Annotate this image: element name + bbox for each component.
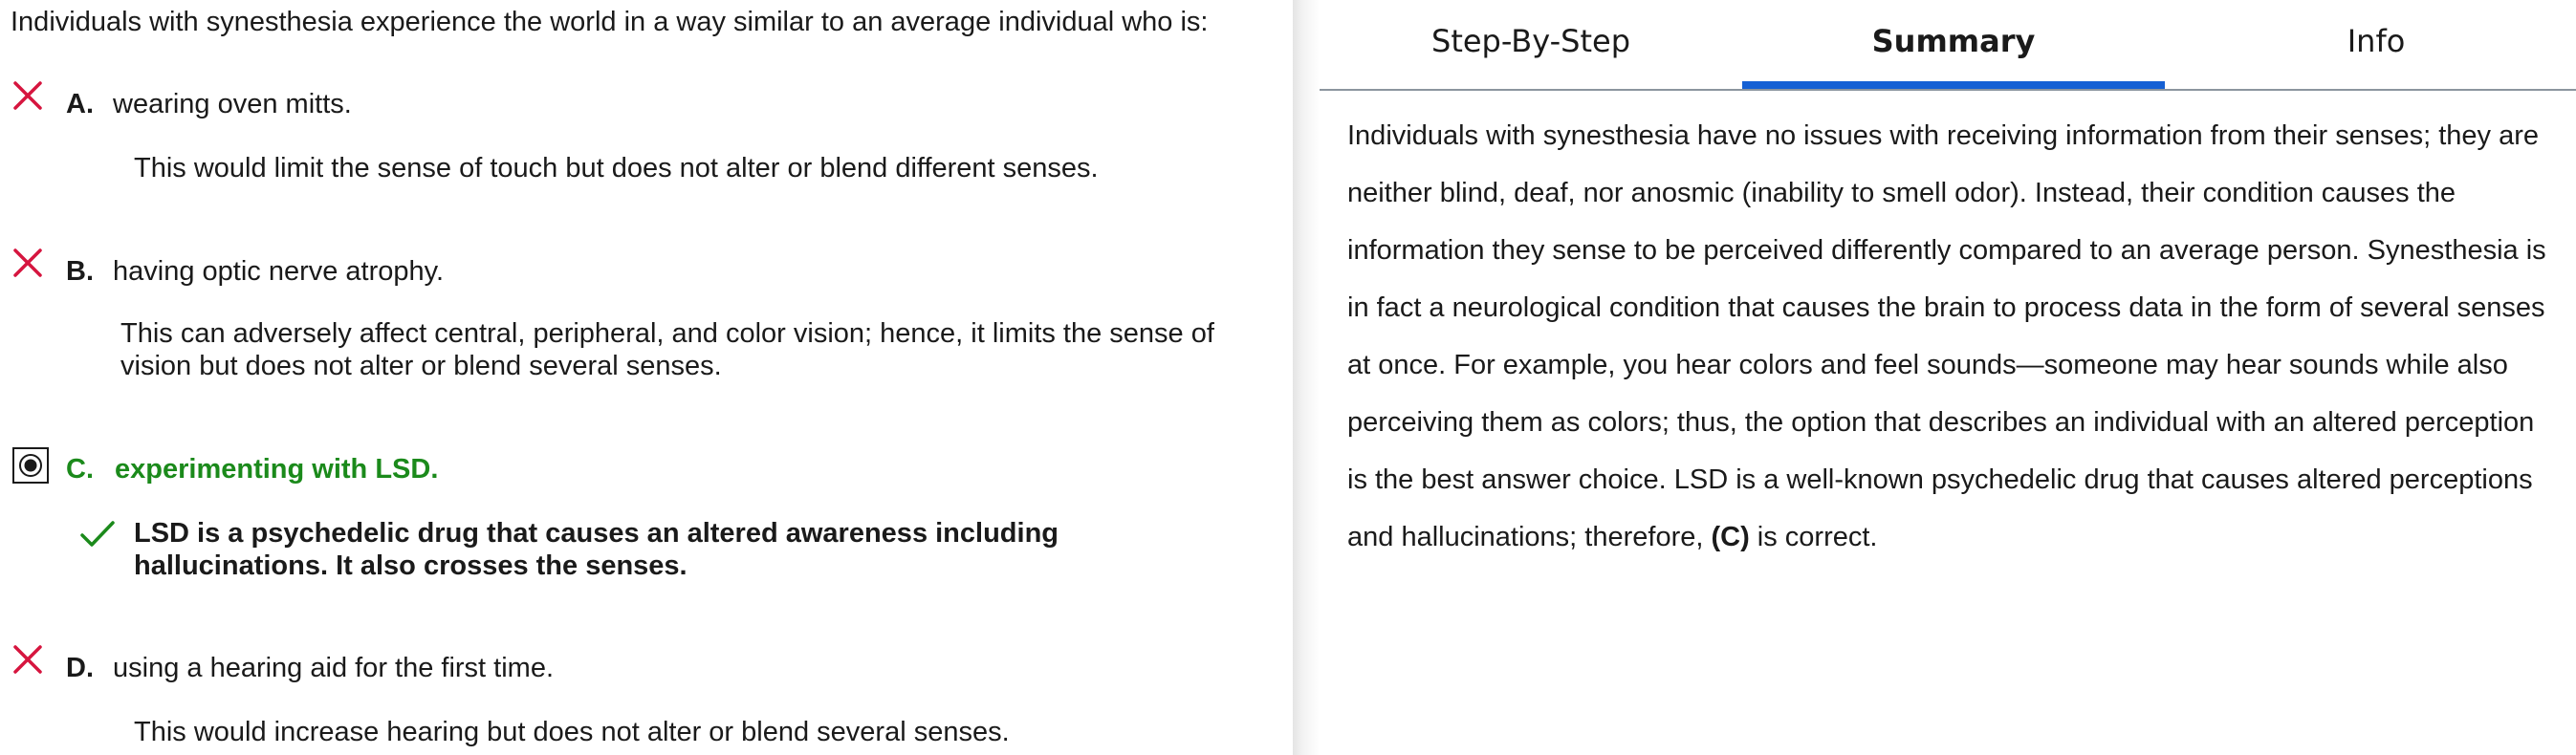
summary-text-body: Individuals with synesthesia have no issues with receiving information from their senses; they are neither blind, deaf, nor anosmic (inability to smell odor). Instead, their condition causes the information they sense to be perceived differently compared to an average person. Synesthesia is in fact a neurological condition that causes the brain to process data in the form of several senses at once. For example, you hear colors and feel sounds—someone may hear sounds while also perceiving them as colors; thus, the option that describes an individual with an altered perception is the best answer choice. LSD is a well-known psychedelic drug that causes altered perceptions and hallucinations; therefore, [1347,120,2546,552]
explanation-line: LSD is a psychedelic drug that causes an altered awareness including [134,518,1059,549]
choice-letter: C. [66,454,94,485]
x-icon [11,643,44,676]
summary-text-end: is correct. [1749,522,1878,552]
panel-divider [1293,0,1320,755]
radio-selected-icon [11,446,50,485]
explanation-line: This would limit the sense of touch but does not alter or blend different senses. [134,153,1099,183]
summary-text [1347,107,2554,566]
choice-c[interactable] [0,442,1281,585]
choice-explanation [134,152,1099,184]
tab-summary[interactable]: Summary [1871,23,2036,59]
choice-text: wearing oven mitts. [113,89,352,119]
answer-reference: (C) [1711,522,1750,552]
choice-letter: D. [66,653,94,683]
choice-a[interactable] [0,76,1281,191]
x-icon [11,247,44,279]
choice-text: using a hearing aid for the first time. [113,653,555,683]
choice-explanation [120,317,1214,382]
active-tab-indicator [1742,81,2165,89]
choice-letter: B. [66,256,94,287]
explanation-line: vision but does not alter or blend several senses. [120,351,722,381]
tab-info[interactable]: Info [2347,23,2406,59]
x-icon [11,79,44,112]
choice-d[interactable] [0,640,1281,755]
question-stem: Individuals with synesthesia experience the world in a way similar to an average individual who is: [11,7,1209,37]
explanation-panel [1320,0,2576,755]
explanation-line: This would increase hearing but does not alter or blend several senses. [134,717,1010,747]
tab-bar [1320,0,2576,91]
check-icon [78,518,117,550]
choice-explanation [134,517,1059,582]
choice-letter: A. [66,89,94,119]
choice-text: experimenting with LSD. [115,454,439,485]
choice-text: having optic nerve atrophy. [113,256,445,287]
explanation-line: hallucinations. It also crosses the senses. [134,550,688,581]
tab-step-by-step[interactable]: Step-By-Step [1431,23,1630,59]
choice-b[interactable] [0,244,1281,387]
explanation-line: This can adversely affect central, peripheral, and color vision; hence, it limits the sense of [120,318,1214,349]
choice-explanation [134,716,1010,748]
